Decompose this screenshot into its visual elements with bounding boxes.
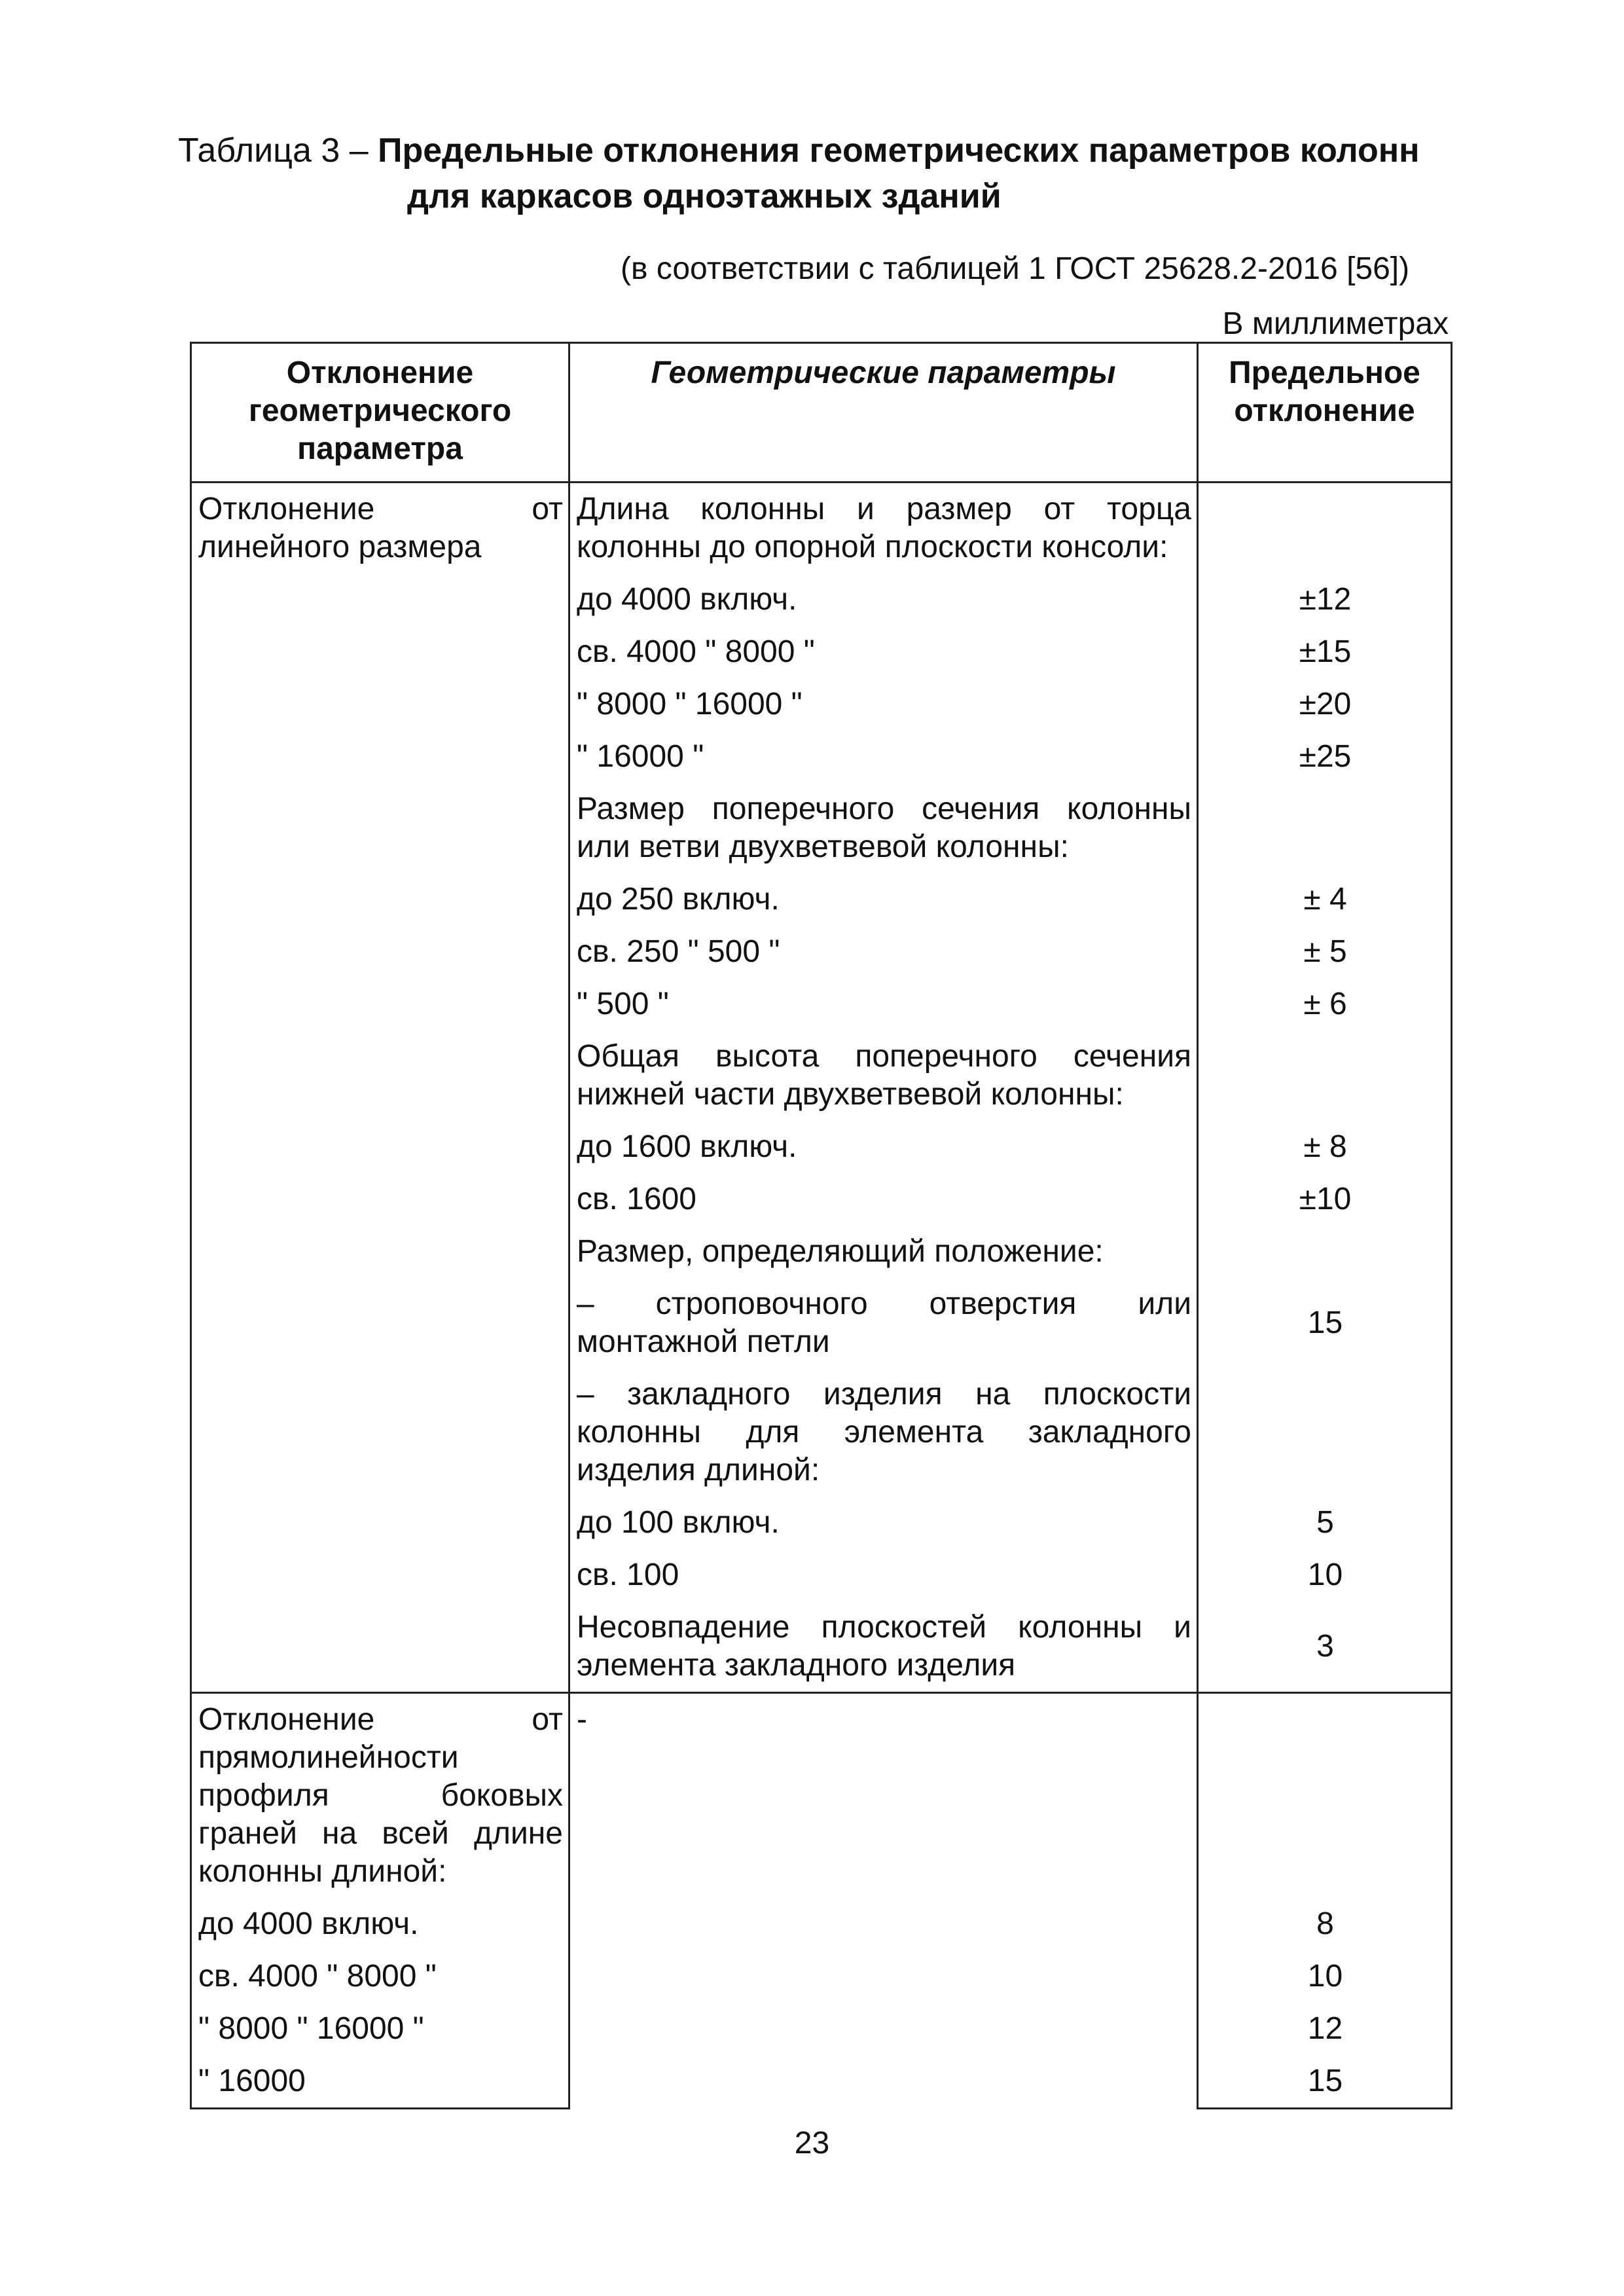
deviation-linear-size: Отклонение от линейного размера xyxy=(191,483,569,1693)
value-cell xyxy=(1198,483,1452,574)
value-cell: 5 xyxy=(1198,1497,1452,1549)
value-cell: ± 8 xyxy=(1198,1121,1452,1173)
deviation-straightness: Отклонение от прямолинейности профиля боковых граней на всей длине колонны длиной: xyxy=(191,1693,569,1899)
deviation-cell: до 4000 включ. xyxy=(191,1898,569,1950)
value-cell: ± 5 xyxy=(1198,926,1452,978)
deviation-cell: " 16000 xyxy=(191,2055,569,2109)
deviation-cell: св. 4000 " 8000 " xyxy=(191,1950,569,2003)
header-deviation: Отклонение геометрического параметра xyxy=(191,343,569,483)
param-cell: Длина колонны и размер от торца колонны до опорной плоскости консоли: xyxy=(569,483,1198,574)
param-cell: до 250 включ. xyxy=(569,873,1198,926)
param-cell: св. 4000 " 8000 " xyxy=(569,626,1198,678)
param-cell: Размер поперечного сечения колонны или ветви двухветвевой колонны: xyxy=(569,783,1198,873)
value-cell: ± 4 xyxy=(1198,873,1452,926)
param-cell: св. 250 " 500 " xyxy=(569,926,1198,978)
value-cell xyxy=(1198,783,1452,873)
table-caption-title: Предельные отклонения геометрических параметров колонн xyxy=(378,132,1420,170)
param-cell: до 4000 включ. xyxy=(569,574,1198,626)
value-cell: ±20 xyxy=(1198,678,1452,731)
header-parameter: Геометрические параметры xyxy=(569,343,1198,483)
value-cell: 12 xyxy=(1198,2003,1452,2055)
param-cell: Несовпадение плоскостей колонны и элемента закладного изделия xyxy=(569,1601,1198,1693)
value-cell: 15 xyxy=(1198,2055,1452,2109)
param-cell: до 100 включ. xyxy=(569,1497,1198,1549)
param-cell: " 16000 " xyxy=(569,731,1198,783)
value-cell xyxy=(1198,1368,1452,1497)
param-cell: " 8000 " 16000 " xyxy=(569,678,1198,731)
value-cell: ±12 xyxy=(1198,574,1452,626)
param-cell: Размер, определяющий положение: xyxy=(569,1226,1198,1278)
value-cell xyxy=(1198,1693,1452,1899)
table-header-row xyxy=(191,343,1452,483)
table-caption-prefix: Таблица 3 – xyxy=(178,132,378,170)
param-cell: " 500 " xyxy=(569,978,1198,1030)
value-cell: 3 xyxy=(1198,1601,1452,1693)
table-caption-line-1 xyxy=(178,128,1420,173)
source-note: (в соответствии с таблицей 1 ГОСТ 25628.2-2016 [56]) xyxy=(621,251,1410,286)
value-cell xyxy=(1198,1030,1452,1121)
deviation-cell: " 8000 " 16000 " xyxy=(191,2003,569,2055)
param-dash-cell: - xyxy=(569,1693,1198,2109)
value-cell: 8 xyxy=(1198,1898,1452,1950)
header-limit: Предельное отклонение xyxy=(1198,343,1452,483)
value-cell: ± 6 xyxy=(1198,978,1452,1030)
table-caption-line-2: для каркасов одноэтажных зданий xyxy=(407,177,1001,215)
table-row xyxy=(191,1693,1452,1899)
value-cell: 10 xyxy=(1198,1549,1452,1601)
value-cell xyxy=(1198,1226,1452,1278)
param-cell: св. 1600 xyxy=(569,1173,1198,1226)
param-cell: св. 100 xyxy=(569,1549,1198,1601)
param-cell: – закладного изделия на плоскости колонны для элемента закладного изделия длиной: xyxy=(569,1368,1198,1497)
value-cell: ±15 xyxy=(1198,626,1452,678)
value-cell: 10 xyxy=(1198,1950,1452,2003)
param-cell: Общая высота поперечного сечения нижней части двухветвевой колонны: xyxy=(569,1030,1198,1121)
param-cell: до 1600 включ. xyxy=(569,1121,1198,1173)
deviation-table xyxy=(190,342,1453,2109)
page-number: 23 xyxy=(794,2126,830,2160)
units-note: В миллиметрах xyxy=(1222,306,1449,341)
value-cell: ±25 xyxy=(1198,731,1452,783)
param-cell: – строповочного отверстия или монтажной петли xyxy=(569,1278,1198,1368)
value-cell: 15 xyxy=(1198,1278,1452,1368)
table-row xyxy=(191,483,1452,574)
value-cell: ±10 xyxy=(1198,1173,1452,1226)
